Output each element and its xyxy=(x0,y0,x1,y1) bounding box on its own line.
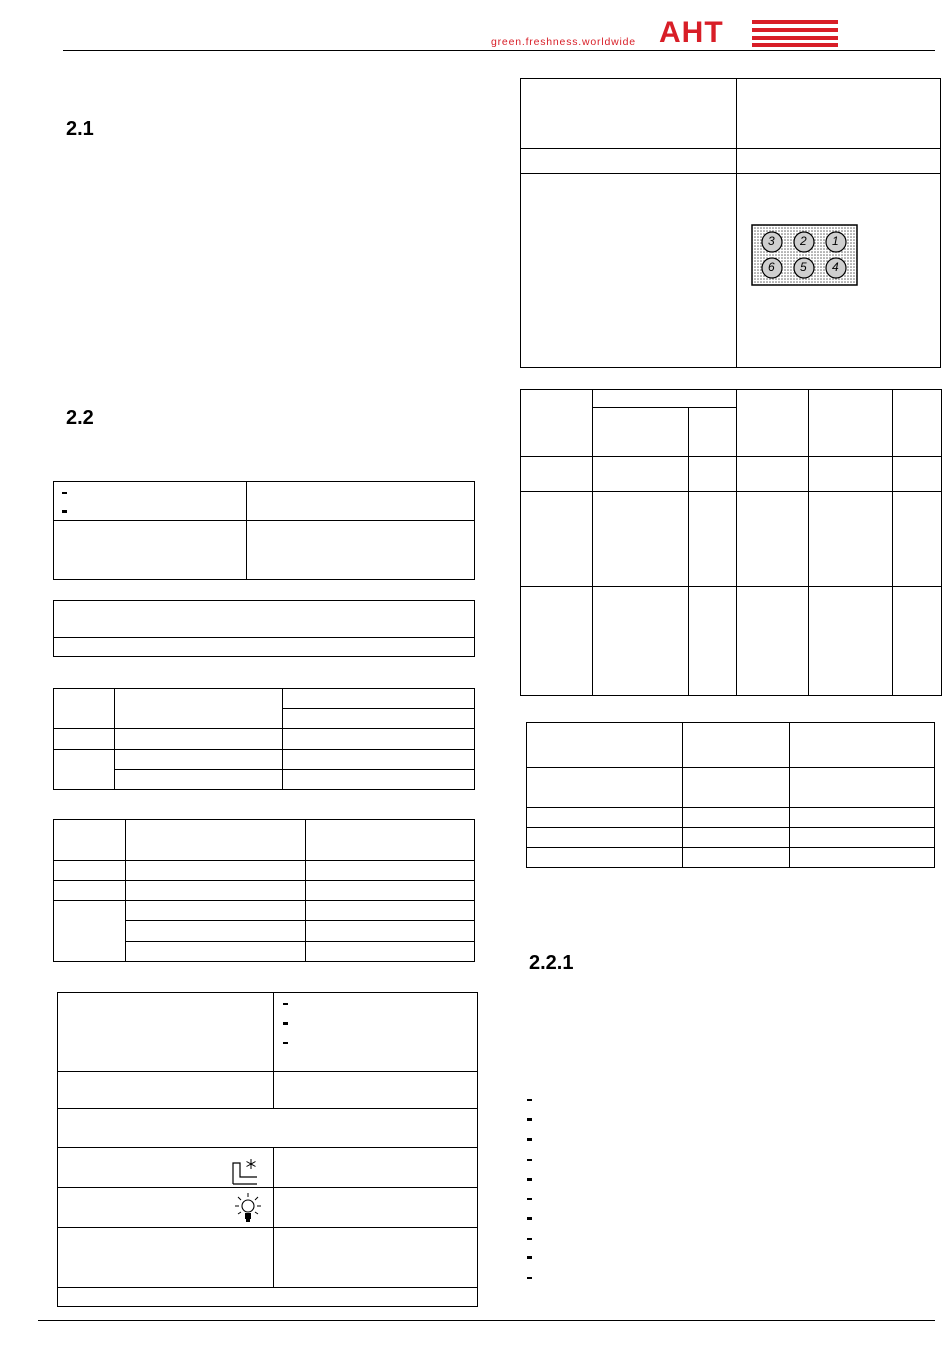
list-dash xyxy=(527,1256,532,1259)
list-dash xyxy=(527,1217,532,1220)
pin-label: 6 xyxy=(768,260,775,274)
list-dash xyxy=(283,1022,288,1025)
list-dash xyxy=(527,1099,532,1101)
footer-rule xyxy=(38,1320,935,1321)
list-dash xyxy=(527,1198,532,1200)
pin-label: 2 xyxy=(800,234,807,248)
pin-label: 1 xyxy=(832,234,839,248)
freezer-icon xyxy=(230,1157,262,1185)
list-dash xyxy=(283,1042,288,1044)
list-dash xyxy=(527,1238,532,1240)
list-dash xyxy=(62,510,67,513)
pin-label: 5 xyxy=(800,260,807,274)
pin-label: 3 xyxy=(768,234,775,248)
list-dash xyxy=(527,1118,532,1121)
list-dash xyxy=(62,492,67,494)
list-dash xyxy=(527,1159,532,1161)
brand-logo: AHT xyxy=(659,16,724,49)
section-heading-2-2: 2.2 xyxy=(66,407,94,429)
light-bulb-icon xyxy=(233,1192,263,1226)
pin-label: 4 xyxy=(832,260,839,274)
section-heading-2-1: 2.1 xyxy=(66,118,94,140)
list-dash xyxy=(283,1003,288,1005)
list-dash xyxy=(527,1138,532,1141)
section-heading-2-2-1: 2.2.1 xyxy=(529,952,574,974)
connector-pinout xyxy=(751,224,859,286)
header-rule xyxy=(63,50,935,51)
list-dash xyxy=(527,1178,532,1181)
list-dash xyxy=(527,1277,532,1279)
brand-tagline: green.freshness.worldwide xyxy=(491,36,636,48)
